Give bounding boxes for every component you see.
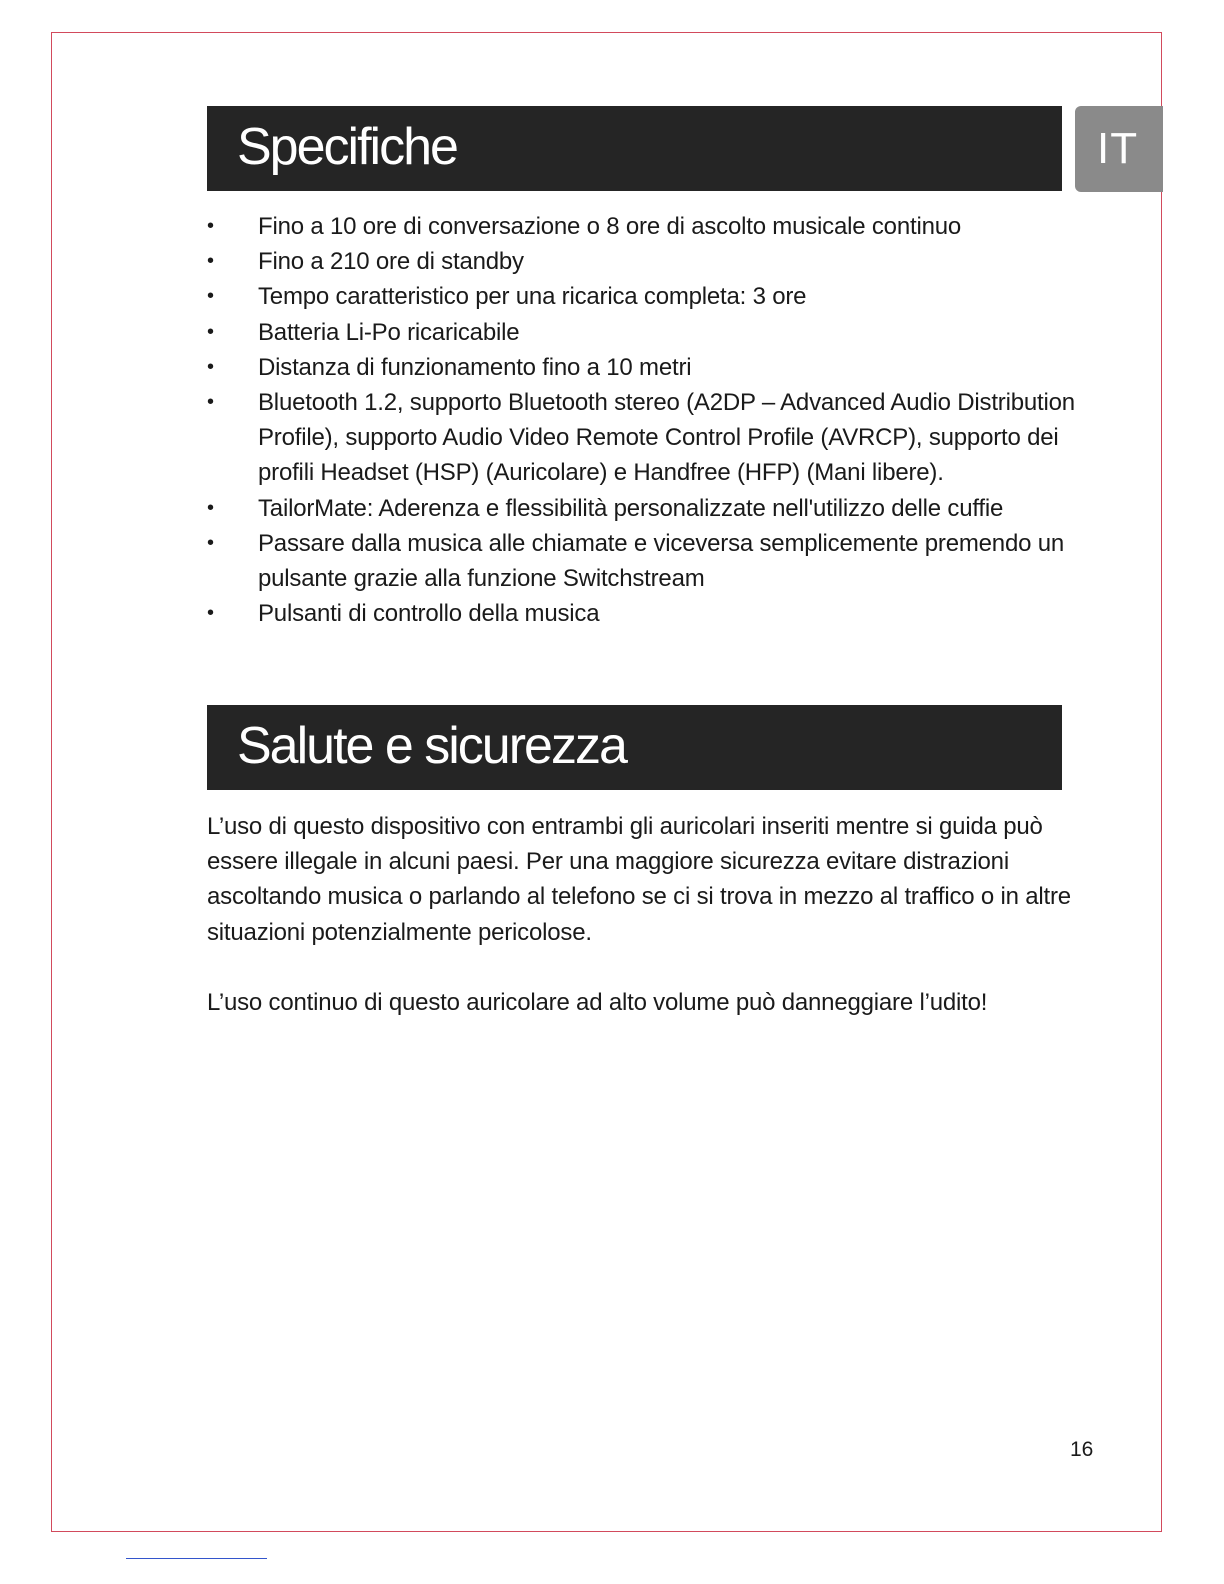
bullet-icon: •	[207, 496, 214, 519]
safety-header: Salute e sicurezza	[207, 705, 1062, 790]
spec-item-text: Fino a 10 ore di conversazione o 8 ore di ascolto musicale continuo	[258, 213, 962, 240]
spec-item-text: TailorMate: Aderenza e flessibilità personalizzate nell'utilizzo delle cuffie	[258, 494, 1004, 522]
spec-item	[207, 279, 1077, 314]
spec-list	[207, 209, 1077, 631]
bullet-icon: •	[207, 531, 214, 554]
spec-item	[207, 315, 1077, 350]
spec-item	[207, 244, 1077, 279]
spec-item	[207, 526, 1077, 596]
spec-item-text: Batteria Li-Po ricaricabile	[258, 318, 520, 346]
safety-paragraph-driving: L’uso di questo dispositivo con entrambi gli auricolari inseriti mentre si guida può essere illegale in alcuni paesi. Per una maggiore sicurezza evitare distrazioni ascoltando musica o parlando al telefono se ci si trova in mezzo al traffico o in altre situazioni potenzialmente pericolose.	[207, 813, 1071, 946]
language-tab: IT	[1075, 106, 1163, 192]
bullet-icon: •	[207, 250, 214, 273]
bullet-icon: •	[207, 285, 214, 308]
spec-item	[207, 350, 1077, 385]
spec-item	[207, 209, 1077, 244]
spec-item	[207, 491, 1077, 526]
specs-header: Specifiche	[207, 106, 1062, 191]
spec-item-text: Fino a 210 ore di standby	[258, 248, 524, 276]
page-number: 16	[1070, 1438, 1094, 1461]
spec-item-text: Tempo caratteristico per una ricarica completa: 3 ore	[258, 283, 807, 311]
spec-item-text: Distanza di funzionamento fino a 10 metri	[258, 353, 692, 381]
bullet-icon: •	[207, 355, 214, 378]
spec-item	[207, 385, 1077, 491]
bullet-icon: •	[207, 215, 214, 237]
spec-item-text: Pulsanti di controllo della musica	[258, 600, 600, 628]
spec-item	[207, 596, 1077, 631]
spec-item-text: Passare dalla musica alle chiamate e viceversa semplicemente premendo un pulsante grazie alla funzione Switchstream	[258, 529, 1065, 593]
safety-paragraph-volume: L’uso continuo di questo auricolare ad alto volume può danneggiare l’udito!	[207, 989, 988, 1016]
footer-link-underline	[126, 1558, 267, 1559]
bullet-icon: •	[207, 320, 214, 343]
bullet-icon: •	[207, 391, 214, 414]
bullet-icon: •	[207, 602, 214, 625]
spec-item-text: Bluetooth 1.2, supporto Bluetooth stereo (A2DP – Advanced Audio Distribution Profile), supporto Audio Video Remote Control Profile (AVRCP), supporto dei profili Headset (HSP) (Auricolare) e Handfree (HFP) (Mani libere).	[258, 389, 1075, 487]
